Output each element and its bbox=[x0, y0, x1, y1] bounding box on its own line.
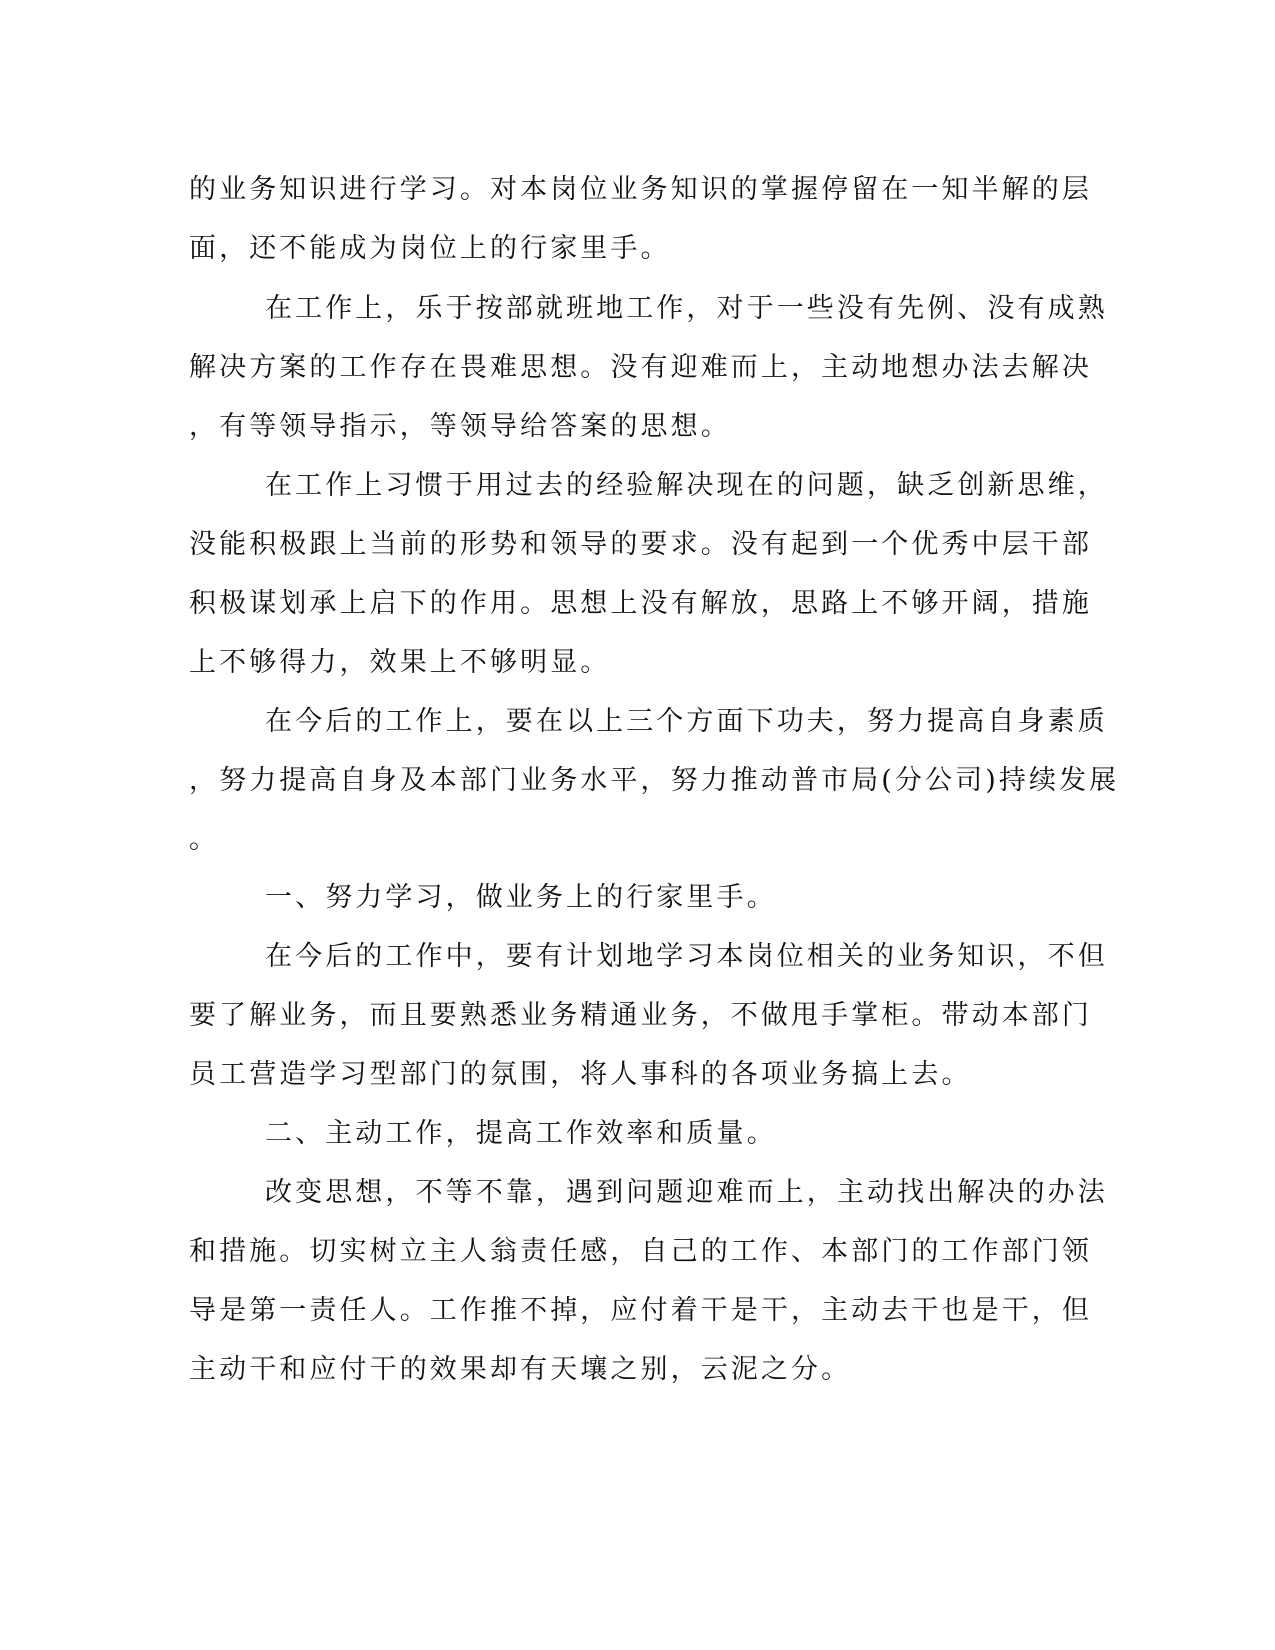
paragraph-first-line: 在工作上，乐于按部就班地工作，对于一些没有先例、没有成熟 bbox=[265, 293, 1108, 324]
text-line: 积极谋划承上启下的作用。思想上没有解放，思路上不够开阔，措施 bbox=[189, 588, 1092, 619]
text-line: ，努力提高自身及本部门业务水平，努力推动普市局(分公司)持续发展 bbox=[189, 765, 1120, 796]
text-line: ，有等领导指示，等领导给答案的思想。 bbox=[189, 411, 731, 442]
text-line: 。 bbox=[189, 824, 220, 855]
paragraph-first-line: 改变思想，不等不靠，遇到问题迎难而上，主动找出解决的办法 bbox=[265, 1177, 1108, 1208]
text-line: 面，还不能成为岗位上的行家里手。 bbox=[189, 233, 671, 264]
text-line: 上不够得力，效果上不够明显。 bbox=[189, 647, 611, 678]
text-line: 主动干和应付干的效果却有天壤之别，云泥之分。 bbox=[189, 1354, 852, 1385]
paragraph-first-line: 在工作上习惯于用过去的经验解决现在的问题，缺乏创新思维， bbox=[265, 470, 1108, 501]
text-line: 导是第一责任人。工作推不掉，应付着干是干，主动去干也是干，但 bbox=[189, 1295, 1092, 1326]
paragraph-first-line: 在今后的工作上，要在以上三个方面下功夫，努力提高自身素质 bbox=[265, 706, 1108, 737]
section-heading: 二、主动工作，提高工作效率和质量。 bbox=[265, 1118, 777, 1149]
text-line: 解决方案的工作存在畏难思想。没有迎难而上，主动地想办法去解决 bbox=[189, 352, 1092, 383]
text-line: 要了解业务，而且要熟悉业务精通业务，不做甩手掌柜。带动本部门 bbox=[189, 1000, 1092, 1031]
text-line: 员工营造学习型部门的氛围，将人事科的各项业务搞上去。 bbox=[189, 1059, 972, 1090]
text-line: 和措施。切实树立主人翁责任感，自己的工作、本部门的工作部门领 bbox=[189, 1236, 1092, 1267]
text-line: 没能积极跟上当前的形势和领导的要求。没有起到一个优秀中层干部 bbox=[189, 529, 1092, 560]
section-heading: 一、努力学习，做业务上的行家里手。 bbox=[265, 882, 777, 913]
text-line: 的业务知识进行学习。对本岗位业务知识的掌握停留在一知半解的层 bbox=[189, 174, 1092, 205]
paragraph-first-line: 在今后的工作中，要有计划地学习本岗位相关的业务知识，不但 bbox=[265, 941, 1108, 972]
